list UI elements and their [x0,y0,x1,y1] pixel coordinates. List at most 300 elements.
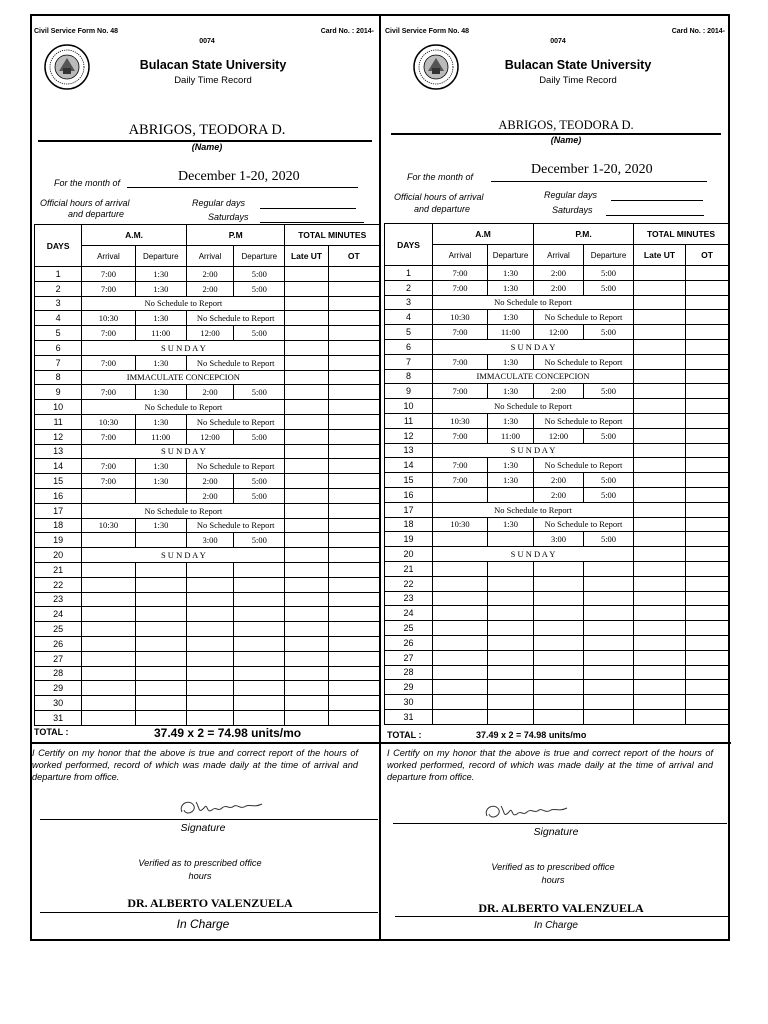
ot-cell [686,399,729,414]
pm-arrival-cell [186,562,233,577]
table-row [35,607,380,622]
pm-arrival-cell: 2:00 [186,488,233,503]
late-ut-cell [285,562,328,577]
am-arrival-cell: 7:00 [82,326,135,341]
ot-cell [328,459,379,474]
table-row [385,280,729,295]
day-number: 5 [385,325,433,340]
pm-departure-cell: 5:00 [584,266,634,281]
late-ut-cell [285,548,328,563]
late-ut-cell [285,636,328,651]
pm-arrival-cell: 2:00 [186,385,233,400]
signature-line [40,819,378,820]
am-departure-cell [488,591,534,606]
am-header: A.M. [82,225,187,246]
am-arrival-header: Arrival [82,246,135,267]
table-row [385,354,729,369]
am-departure-cell [135,696,186,711]
day-remark: No Schedule to Report [82,503,285,518]
total-divider [30,742,382,744]
day-number: 23 [35,592,82,607]
table-row [35,562,380,577]
table-row [385,665,729,680]
late-ut-cell [634,517,686,532]
record-code: 0074 [199,38,215,45]
pm-arrival-cell: 12:00 [186,326,233,341]
am-departure-cell [488,635,534,650]
table-row [35,503,380,518]
am-departure-cell [135,488,186,503]
am-departure-cell [488,561,534,576]
pm-arrival-cell [534,680,584,695]
day-number: 20 [35,548,82,563]
record-code: 0074 [550,38,566,45]
table-row [385,310,729,325]
day-remark: No Schedule to Report [82,400,285,415]
pm-arrival-cell [534,635,584,650]
ot-cell [328,370,379,385]
ot-cell [328,533,379,548]
late-ut-cell [634,295,686,310]
day-number: 8 [35,370,82,385]
am-departure-cell: 1:30 [488,354,534,369]
day-remark: No Schedule to Report [433,295,634,310]
table-row [385,591,729,606]
table-row [385,413,729,428]
late-ut-cell [634,339,686,354]
time-record-table [384,223,729,725]
day-number: 18 [35,518,82,533]
am-departure-cell [488,606,534,621]
am-departure-cell [135,607,186,622]
total-value: 37.49 x 2 = 74.98 units/mo [476,730,587,740]
late-ut-cell [285,710,328,725]
am-departure-cell [135,681,186,696]
pm-departure-cell: 5:00 [584,325,634,340]
pm-arrival-cell [534,709,584,724]
pm-departure-cell [584,680,634,695]
document-title: Daily Time Record [174,75,252,86]
ot-header: OT [328,246,379,267]
day-number: 15 [35,474,82,489]
total-minutes-header: TOTAL MINUTES [634,224,729,245]
ot-cell [686,665,729,680]
day-number: 8 [385,369,433,384]
late-ut-cell [285,355,328,370]
ot-cell [686,502,729,517]
pm-departure-cell [234,681,285,696]
am-departure-cell [135,622,186,637]
late-ut-cell [634,621,686,636]
day-number: 10 [35,400,82,415]
late-ut-cell [285,474,328,489]
ot-cell [686,680,729,695]
pm-departure-cell [584,709,634,724]
table-row [35,414,380,429]
am-arrival-cell [433,576,488,591]
am-arrival-cell [433,709,488,724]
am-arrival-cell: 7:00 [82,429,135,444]
late-ut-cell [634,428,686,443]
table-row [35,370,380,385]
ot-cell [328,607,379,622]
pm-departure-cell [234,592,285,607]
late-ut-cell [285,666,328,681]
am-header: A.M [433,224,534,245]
pm-departure-cell [584,695,634,710]
day-remark: IMMACULATE CONCEPCION [433,369,634,384]
table-row [385,473,729,488]
total-value: 37.49 x 2 = 74.98 units/mo [154,726,302,740]
day-number: 2 [385,280,433,295]
late-ut-cell [634,680,686,695]
regular-days-underline [260,208,356,209]
ot-cell [686,384,729,399]
pm-departure-cell: 5:00 [584,428,634,443]
pm-departure-cell: 5:00 [234,474,285,489]
am-departure-cell [488,695,534,710]
ot-cell [686,621,729,636]
day-number: 16 [385,487,433,502]
pm-arrival-cell [534,621,584,636]
table-row [35,622,380,637]
pm-remark: No Schedule to Report [534,458,634,473]
table-row [385,709,729,724]
late-ut-cell [285,503,328,518]
dtr-card-left [34,16,380,939]
in-charge-caption: In Charge [534,920,578,931]
am-departure-cell: 1:30 [135,518,186,533]
signature-caption: Signature [180,822,226,834]
am-arrival-cell [433,680,488,695]
ot-cell [328,592,379,607]
am-departure-cell: 11:00 [488,325,534,340]
table-row [385,621,729,636]
pm-departure-cell: 5:00 [234,267,285,282]
day-number: 14 [35,459,82,474]
day-remark: S U N D A Y [82,340,285,355]
ot-cell [328,474,379,489]
late-ut-cell [634,561,686,576]
pm-arrival-cell: 2:00 [186,267,233,282]
table-row [385,695,729,710]
ot-cell [328,400,379,415]
day-number: 29 [385,680,433,695]
table-row [35,474,380,489]
late-ut-cell [634,458,686,473]
pm-arrival-cell [186,592,233,607]
ot-cell [328,548,379,563]
late-ut-cell [634,532,686,547]
day-remark: No Schedule to Report [433,399,634,414]
ot-cell [686,517,729,532]
ot-cell [686,295,729,310]
am-arrival-cell [82,696,135,711]
pm-arrival-cell [534,665,584,680]
am-arrival-header: Arrival [433,245,488,266]
verified-text-2: hours [541,875,565,885]
table-row [35,444,380,459]
pm-arrival-cell [534,561,584,576]
pm-departure-cell [234,607,285,622]
day-number: 7 [35,355,82,370]
ot-cell [686,576,729,591]
am-departure-cell: 11:00 [135,429,186,444]
late-ut-cell [634,399,686,414]
ot-cell [686,369,729,384]
pm-arrival-cell: 12:00 [186,429,233,444]
pm-departure-cell [584,606,634,621]
pm-departure-cell [584,561,634,576]
ot-cell [328,636,379,651]
am-departure-cell: 1:30 [488,473,534,488]
late-ut-cell [634,502,686,517]
table-row [385,517,729,532]
day-number: 2 [35,281,82,296]
am-arrival-cell: 10:30 [82,518,135,533]
day-remark: S U N D A Y [82,548,285,563]
am-departure-cell [488,650,534,665]
late-ut-cell [285,518,328,533]
name-caption: (Name) [191,142,223,152]
pm-departure-cell: 5:00 [234,533,285,548]
am-arrival-cell: 7:00 [433,473,488,488]
pm-departure-cell [234,577,285,592]
table-row [35,488,380,503]
table-row [385,547,729,562]
late-ut-cell [634,576,686,591]
ot-cell [328,681,379,696]
am-arrival-cell [82,710,135,725]
pm-departure-cell: 5:00 [234,326,285,341]
pm-arrival-cell [534,606,584,621]
day-number: 22 [35,577,82,592]
month-underline [127,187,358,188]
late-ut-cell [634,709,686,724]
table-row [385,399,729,414]
ot-cell [686,473,729,488]
pm-header: P.M [186,225,285,246]
pm-remark: No Schedule to Report [186,414,285,429]
day-number: 17 [35,503,82,518]
day-number: 9 [35,385,82,400]
day-number: 5 [35,326,82,341]
table-row [385,635,729,650]
dtr-card-right [385,16,731,939]
table-row [385,384,729,399]
signature-image [481,798,573,826]
day-number: 4 [35,311,82,326]
ot-cell [328,696,379,711]
late-ut-cell [285,622,328,637]
pm-arrival-header: Arrival [534,245,584,266]
am-departure-cell [135,636,186,651]
day-number: 3 [385,295,433,310]
day-number: 31 [385,709,433,724]
table-row [35,577,380,592]
table-row [385,266,729,281]
am-arrival-cell: 10:30 [433,413,488,428]
day-number: 10 [385,399,433,414]
pm-arrival-cell: 2:00 [534,280,584,295]
am-arrival-cell [82,562,135,577]
employee-name: ABRIGOS, TEODORA D. [128,122,286,138]
late-ut-cell [285,696,328,711]
table-row [35,592,380,607]
table-row [385,295,729,310]
table-row [35,400,380,415]
ot-cell [686,310,729,325]
day-number: 30 [35,696,82,711]
am-arrival-cell: 7:00 [433,280,488,295]
late-ut-cell [285,340,328,355]
pm-arrival-cell: 3:00 [186,533,233,548]
table-row [35,429,380,444]
pm-arrival-cell: 3:00 [534,532,584,547]
pm-departure-cell: 5:00 [584,487,634,502]
am-departure-cell [488,680,534,695]
table-row [385,443,729,458]
table-row [35,710,380,725]
am-arrival-cell [433,561,488,576]
am-arrival-cell [433,650,488,665]
pm-departure-cell [584,665,634,680]
ot-cell [328,281,379,296]
late-ut-cell [634,473,686,488]
am-arrival-cell: 7:00 [433,325,488,340]
ot-cell [686,487,729,502]
ot-cell [328,444,379,459]
late-ut-cell [285,607,328,622]
late-ut-cell [285,459,328,474]
pm-arrival-cell [534,695,584,710]
am-arrival-cell: 7:00 [82,474,135,489]
ot-header: OT [686,245,729,266]
ot-cell [328,710,379,725]
table-row [35,548,380,563]
day-number: 14 [385,458,433,473]
card-number: Card No. : 2014- [671,28,725,35]
pm-arrival-cell [186,666,233,681]
ot-cell [328,340,379,355]
table-row [35,518,380,533]
am-arrival-cell [82,666,135,681]
late-ut-cell [634,266,686,281]
late-ut-header: Late UT [285,246,328,267]
table-row [385,487,729,502]
signature-caption: Signature [533,826,579,838]
ot-cell [328,267,379,282]
day-remark: S U N D A Y [82,444,285,459]
day-number: 13 [35,444,82,459]
day-number: 21 [385,561,433,576]
day-number: 3 [35,296,82,311]
pm-remark: No Schedule to Report [186,355,285,370]
pm-remark: No Schedule to Report [534,310,634,325]
late-ut-cell [285,296,328,311]
am-departure-cell: 1:30 [135,311,186,326]
pm-departure-cell [584,591,634,606]
day-number: 26 [35,636,82,651]
pm-arrival-cell [186,622,233,637]
regular-days-label: Regular days [544,190,598,200]
ot-cell [328,503,379,518]
am-departure-cell: 1:30 [135,459,186,474]
form-number: Civil Service Form No. 48 [385,28,470,35]
am-departure-cell: 1:30 [135,355,186,370]
ot-cell [686,561,729,576]
am-arrival-cell: 7:00 [433,384,488,399]
late-ut-cell [634,413,686,428]
day-number: 11 [385,413,433,428]
am-arrival-cell [82,681,135,696]
pm-arrival-cell: 2:00 [534,473,584,488]
ot-cell [328,414,379,429]
day-number: 21 [35,562,82,577]
ot-cell [686,266,729,281]
am-departure-cell: 1:30 [135,281,186,296]
pm-departure-header: Departure [584,245,634,266]
table-row [35,311,380,326]
day-number: 11 [35,414,82,429]
table-row [35,385,380,400]
pm-arrival-cell: 2:00 [186,474,233,489]
am-departure-cell: 1:30 [135,414,186,429]
am-arrival-cell [433,635,488,650]
am-departure-cell [488,532,534,547]
day-number: 29 [35,681,82,696]
pm-departure-cell [234,562,285,577]
am-arrival-cell [82,607,135,622]
pm-departure-cell [234,622,285,637]
pm-departure-cell [584,621,634,636]
in-charge-line [395,916,729,917]
day-number: 19 [385,532,433,547]
ot-cell [686,339,729,354]
am-arrival-cell: 10:30 [82,414,135,429]
late-ut-cell [285,577,328,592]
pm-arrival-cell [534,576,584,591]
late-ut-cell [634,635,686,650]
pm-arrival-cell [186,607,233,622]
ot-cell [686,547,729,562]
am-arrival-cell: 7:00 [82,355,135,370]
pm-arrival-cell: 12:00 [534,428,584,443]
ot-cell [686,532,729,547]
day-remark: No Schedule to Report [82,296,285,311]
day-number: 20 [385,547,433,562]
ot-cell [328,651,379,666]
ot-cell [686,458,729,473]
late-ut-cell [634,310,686,325]
in-charge-name: DR. ALBERTO VALENZUELA [478,901,644,915]
day-number: 16 [35,488,82,503]
day-remark: S U N D A Y [433,547,634,562]
table-row [385,576,729,591]
late-ut-cell [285,267,328,282]
table-row [35,267,380,282]
pm-arrival-cell [534,591,584,606]
am-departure-cell [135,666,186,681]
table-row [35,681,380,696]
pm-departure-cell [234,666,285,681]
am-arrival-cell [433,532,488,547]
am-arrival-cell: 7:00 [82,385,135,400]
pm-arrival-cell [186,696,233,711]
ot-cell [686,280,729,295]
university-name: Bulacan State University [139,58,287,72]
am-arrival-cell [433,695,488,710]
